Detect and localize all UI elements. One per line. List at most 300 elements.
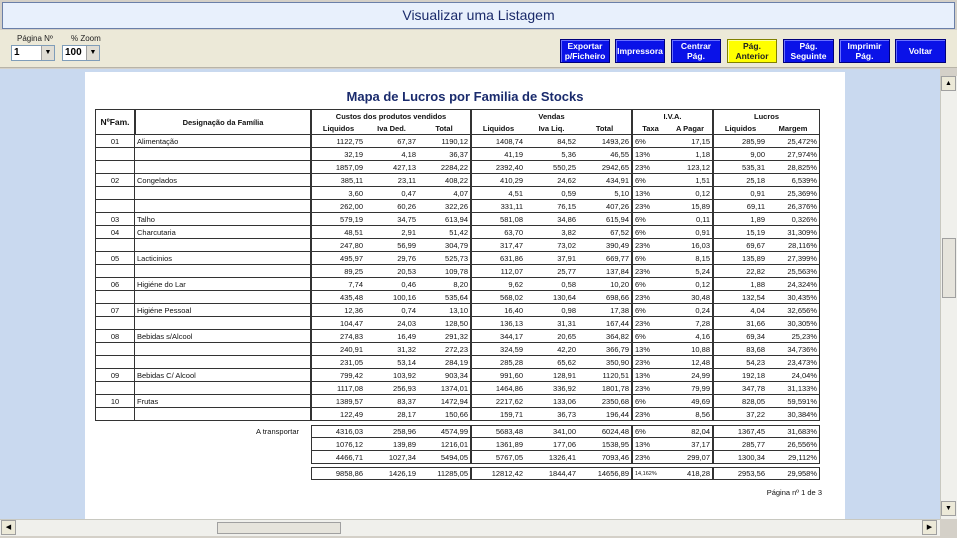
transport-value-cell: 31,683% (767, 425, 820, 438)
table-row (95, 252, 820, 265)
value-cell: 615,94 (578, 213, 632, 226)
value-cell: 76,15 (525, 200, 578, 213)
transport-value-cell: 258,96 (365, 425, 418, 438)
value-cell: 6% (632, 330, 668, 343)
value-cell: 22,82 (713, 265, 767, 278)
value-cell: 231,05 (311, 356, 365, 369)
fam-number-cell: 03 (95, 213, 135, 226)
vertical-scrollbar[interactable] (940, 76, 957, 519)
value-cell: 8,20 (418, 278, 471, 291)
value-cell: 16,03 (668, 239, 713, 252)
table-row (95, 135, 820, 148)
value-cell: 6% (632, 135, 668, 148)
table-row (95, 187, 820, 200)
value-cell: 23% (632, 356, 668, 369)
value-cell: 535,31 (713, 161, 767, 174)
value-cell: 1,89 (713, 213, 767, 226)
table-row (95, 395, 820, 408)
total-value-cell: 9858,86 (311, 467, 365, 480)
value-cell: 2942,65 (578, 161, 632, 174)
table-row (95, 213, 820, 226)
value-cell: 122,49 (311, 408, 365, 421)
value-cell: 0,47 (365, 187, 418, 200)
transport-value-cell: 37,17 (668, 438, 713, 451)
value-cell: 13% (632, 148, 668, 161)
value-cell: 8,56 (668, 408, 713, 421)
value-cell: 4,16 (668, 330, 713, 343)
value-cell: 37,22 (713, 408, 767, 421)
export-file-button[interactable] (560, 39, 610, 63)
value-cell: 150,66 (418, 408, 471, 421)
value-cell: 29,76 (365, 252, 418, 265)
value-cell: 6% (632, 174, 668, 187)
family-name-cell (135, 343, 311, 356)
value-cell: 336,92 (525, 382, 578, 395)
transport-value-cell: 1361,89 (471, 438, 525, 451)
value-cell: 13% (632, 187, 668, 200)
value-cell: 25,77 (525, 265, 578, 278)
value-cell: 1190,12 (418, 135, 471, 148)
transport-row (95, 451, 820, 464)
col-iva-header: I.V.A. (632, 109, 713, 122)
col-custos-header: Custos dos produtos vendidos (311, 109, 471, 122)
value-cell: 13,10 (418, 304, 471, 317)
table-row (95, 161, 820, 174)
value-cell: 6% (632, 252, 668, 265)
value-cell: 0,91 (668, 226, 713, 239)
table-row (95, 304, 820, 317)
value-cell: 12,48 (668, 356, 713, 369)
value-cell: 30,384% (767, 408, 820, 421)
value-cell: 1389,57 (311, 395, 365, 408)
family-name-cell (135, 148, 311, 161)
horizontal-scroll-thumb[interactable] (217, 522, 341, 534)
scroll-up-icon[interactable]: ▲ (941, 76, 956, 91)
value-cell: 31,66 (713, 317, 767, 330)
value-cell: 390,49 (578, 239, 632, 252)
table-row (95, 356, 820, 369)
value-cell: 20,53 (365, 265, 418, 278)
value-cell: 15,89 (668, 200, 713, 213)
value-cell: 550,25 (525, 161, 578, 174)
fam-number-cell: 02 (95, 174, 135, 187)
value-cell: 133,06 (525, 395, 578, 408)
total-value-cell: 1844,47 (525, 467, 578, 480)
value-cell: 435,48 (311, 291, 365, 304)
value-cell: 25,563% (767, 265, 820, 278)
value-cell: 4,07 (418, 187, 471, 200)
value-cell: 17,38 (578, 304, 632, 317)
value-cell: 123,12 (668, 161, 713, 174)
value-cell: 6,539% (767, 174, 820, 187)
value-cell: 24,03 (365, 317, 418, 330)
value-cell: 6% (632, 395, 668, 408)
total-value-cell: 14656,89 (578, 467, 632, 480)
value-cell: 23,11 (365, 174, 418, 187)
col-desig-header: Designação da Família (135, 109, 311, 135)
value-cell: 67,52 (578, 226, 632, 239)
value-cell: 0,12 (668, 278, 713, 291)
family-name-cell: Higiéne Pessoal (135, 304, 311, 317)
table-row (95, 369, 820, 382)
table-row (95, 278, 820, 291)
center-page-label: Centrar Pág. (680, 41, 712, 61)
previous-page-button[interactable] (727, 39, 777, 63)
family-name-cell (135, 382, 311, 395)
table-row (95, 200, 820, 213)
fam-number-cell (95, 343, 135, 356)
value-cell: 3,82 (525, 226, 578, 239)
transport-value-cell: 177,06 (525, 438, 578, 451)
export-file-label: Exportar p/Ficheiro (564, 41, 606, 61)
transport-value-cell: 1367,45 (713, 425, 767, 438)
printer-button[interactable] (615, 39, 665, 63)
table-row (95, 265, 820, 278)
page-number-select[interactable] (11, 45, 55, 61)
value-cell: 2392,40 (471, 161, 525, 174)
transport-value-cell: 7093,46 (578, 451, 632, 464)
value-cell: 196,44 (578, 408, 632, 421)
fam-number-cell (95, 187, 135, 200)
value-cell: 27,974% (767, 148, 820, 161)
fam-number-cell (95, 200, 135, 213)
scroll-down-icon[interactable]: ▼ (941, 501, 956, 516)
value-cell: 16,40 (471, 304, 525, 317)
value-cell: 159,71 (471, 408, 525, 421)
fam-number-cell (95, 382, 135, 395)
value-cell: 347,78 (713, 382, 767, 395)
transport-value-cell: 5767,05 (471, 451, 525, 464)
value-cell: 30,435% (767, 291, 820, 304)
value-cell: 1120,51 (578, 369, 632, 382)
sub-iva-ded: Iva Ded. (365, 122, 418, 135)
value-cell: 410,29 (471, 174, 525, 187)
sub-liquidas: Liquidos (471, 122, 525, 135)
report-body (95, 135, 820, 480)
transport-value-cell: 82,04 (668, 425, 713, 438)
family-name-cell: Congelados (135, 174, 311, 187)
value-cell: 73,02 (525, 239, 578, 252)
value-cell: 24,324% (767, 278, 820, 291)
value-cell: 0,12 (668, 187, 713, 200)
family-name-cell (135, 291, 311, 304)
value-cell: 631,86 (471, 252, 525, 265)
total-value-cell: 2953,56 (713, 467, 767, 480)
value-cell: 799,42 (311, 369, 365, 382)
window-title: Visualizar uma Listagem (2, 2, 955, 29)
value-cell: 12,36 (311, 304, 365, 317)
value-cell: 6% (632, 304, 668, 317)
table-row (95, 291, 820, 304)
value-cell: 0,91 (713, 187, 767, 200)
value-cell: 427,13 (365, 161, 418, 174)
transport-value-cell: 1216,01 (418, 438, 471, 451)
value-cell: 344,17 (471, 330, 525, 343)
value-cell: 24,99 (668, 369, 713, 382)
family-name-cell (135, 239, 311, 252)
value-cell: 2,91 (365, 226, 418, 239)
value-cell: 109,78 (418, 265, 471, 278)
page-number-value: 1 (14, 47, 20, 58)
value-cell: 579,19 (311, 213, 365, 226)
value-cell: 100,16 (365, 291, 418, 304)
value-cell: 3,60 (311, 187, 365, 200)
transport-value-cell: 5683,48 (471, 425, 525, 438)
col-lucros-header: Lucros (713, 109, 820, 122)
zoom-select[interactable] (62, 45, 100, 61)
value-cell: 130,64 (525, 291, 578, 304)
value-cell: 34,86 (525, 213, 578, 226)
family-name-cell (135, 317, 311, 330)
value-cell: 495,97 (311, 252, 365, 265)
value-cell: 698,66 (578, 291, 632, 304)
value-cell: 669,77 (578, 252, 632, 265)
value-cell: 31,309% (767, 226, 820, 239)
value-cell: 285,28 (471, 356, 525, 369)
family-name-cell: Lacticinios (135, 252, 311, 265)
value-cell: 59,591% (767, 395, 820, 408)
sub-total: Total (418, 122, 471, 135)
value-cell: 10,88 (668, 343, 713, 356)
value-cell: 53,14 (365, 356, 418, 369)
center-page-button[interactable] (671, 39, 721, 63)
value-cell: 0,59 (525, 187, 578, 200)
value-cell: 991,60 (471, 369, 525, 382)
scroll-right-icon[interactable]: ▶ (922, 520, 937, 535)
transport-value-cell: 1300,34 (713, 451, 767, 464)
col-fam-header: NºFam. (95, 109, 135, 135)
printer-label: Impressora (617, 46, 663, 56)
value-cell: 903,34 (418, 369, 471, 382)
value-cell: 28,116% (767, 239, 820, 252)
value-cell: 1408,74 (471, 135, 525, 148)
fam-number-cell (95, 291, 135, 304)
transport-value-cell: 26,556% (767, 438, 820, 451)
fam-number-cell: 04 (95, 226, 135, 239)
value-cell: 8,15 (668, 252, 713, 265)
report-viewport (0, 69, 940, 519)
report-page (85, 72, 845, 519)
value-cell: 613,94 (418, 213, 471, 226)
value-cell: 1,51 (668, 174, 713, 187)
total-value-cell: 11285,05 (418, 467, 471, 480)
value-cell: 322,26 (418, 200, 471, 213)
transport-row (95, 438, 820, 451)
value-cell: 23% (632, 239, 668, 252)
value-cell: 1464,86 (471, 382, 525, 395)
totals-row (95, 467, 820, 480)
value-cell: 25,472% (767, 135, 820, 148)
sub-margem: Margem (767, 122, 820, 135)
family-name-cell (135, 187, 311, 200)
chevron-down-icon[interactable]: ▼ (41, 46, 54, 60)
fam-number-cell (95, 265, 135, 278)
fam-number-cell: 05 (95, 252, 135, 265)
value-cell: 304,79 (418, 239, 471, 252)
value-cell: 331,11 (471, 200, 525, 213)
value-cell: 0,98 (525, 304, 578, 317)
value-cell: 32,19 (311, 148, 365, 161)
value-cell: 167,44 (578, 317, 632, 330)
value-cell: 25,369% (767, 187, 820, 200)
value-cell: 581,08 (471, 213, 525, 226)
value-cell: 36,73 (525, 408, 578, 421)
value-cell: 13% (632, 369, 668, 382)
value-cell: 51,42 (418, 226, 471, 239)
family-name-cell (135, 265, 311, 278)
value-cell: 23% (632, 161, 668, 174)
value-cell: 0,74 (365, 304, 418, 317)
page-number-label: Página Nº (17, 34, 53, 43)
value-cell: 5,36 (525, 148, 578, 161)
value-cell: 16,49 (365, 330, 418, 343)
transport-value-cell: 299,07 (668, 451, 713, 464)
value-cell: 23% (632, 382, 668, 395)
transport-value-cell: 1076,12 (311, 438, 365, 451)
value-cell: 192,18 (713, 369, 767, 382)
value-cell: 0,326% (767, 213, 820, 226)
value-cell: 84,52 (525, 135, 578, 148)
fam-number-cell (95, 239, 135, 252)
value-cell: 20,65 (525, 330, 578, 343)
family-name-cell (135, 200, 311, 213)
table-row (95, 239, 820, 252)
value-cell: 6% (632, 278, 668, 291)
transport-value-cell: 13% (632, 438, 668, 451)
value-cell: 247,80 (311, 239, 365, 252)
value-cell: 60,26 (365, 200, 418, 213)
value-cell: 272,23 (418, 343, 471, 356)
value-cell: 6% (632, 226, 668, 239)
value-cell: 9,62 (471, 278, 525, 291)
transport-value-cell: 4466,71 (311, 451, 365, 464)
value-cell: 137,84 (578, 265, 632, 278)
value-cell: 285,99 (713, 135, 767, 148)
transport-value-cell: 285,77 (713, 438, 767, 451)
value-cell: 128,50 (418, 317, 471, 330)
value-cell: 31,133% (767, 382, 820, 395)
family-name-cell: Bebidas C/ Alcool (135, 369, 311, 382)
value-cell: 324,59 (471, 343, 525, 356)
fam-number-cell: 10 (95, 395, 135, 408)
value-cell: 535,64 (418, 291, 471, 304)
fam-number-cell (95, 148, 135, 161)
report-title: Mapa de Lucros por Familia de Stocks (346, 89, 584, 104)
value-cell: 31,31 (525, 317, 578, 330)
transport-value-cell: 1027,34 (365, 451, 418, 464)
value-cell: 1857,09 (311, 161, 365, 174)
next-page-button[interactable] (783, 39, 834, 63)
value-cell: 31,32 (365, 343, 418, 356)
value-cell: 135,89 (713, 252, 767, 265)
table-row (95, 148, 820, 161)
value-cell: 48,51 (311, 226, 365, 239)
value-cell: 69,67 (713, 239, 767, 252)
table-row (95, 343, 820, 356)
transport-value-cell: 1538,95 (578, 438, 632, 451)
value-cell: 2217,62 (471, 395, 525, 408)
family-name-cell: Alimentação (135, 135, 311, 148)
fam-number-cell: 06 (95, 278, 135, 291)
family-name-cell: Charcutaria (135, 226, 311, 239)
value-cell: 0,46 (365, 278, 418, 291)
sub-total: Total (578, 122, 632, 135)
transport-value-cell: 139,89 (365, 438, 418, 451)
value-cell: 67,37 (365, 135, 418, 148)
value-cell: 23% (632, 200, 668, 213)
total-value-cell: 418,28 (668, 467, 713, 480)
value-cell: 132,54 (713, 291, 767, 304)
value-cell: 262,00 (311, 200, 365, 213)
family-name-cell: Bebidas s/Alcool (135, 330, 311, 343)
back-button[interactable] (895, 39, 946, 63)
value-cell: 136,13 (471, 317, 525, 330)
table-row (95, 382, 820, 395)
value-cell: 65,62 (525, 356, 578, 369)
table-row (95, 317, 820, 330)
chevron-down-icon[interactable]: ▼ (86, 46, 99, 60)
family-name-cell: Frutas (135, 395, 311, 408)
vertical-scroll-thumb[interactable] (942, 238, 956, 298)
fam-number-cell (95, 161, 135, 174)
value-cell: 23% (632, 317, 668, 330)
value-cell: 1374,01 (418, 382, 471, 395)
family-name-cell (135, 356, 311, 369)
value-cell: 63,70 (471, 226, 525, 239)
value-cell: 274,83 (311, 330, 365, 343)
zoom-label: % Zoom (71, 34, 101, 43)
value-cell: 240,91 (311, 343, 365, 356)
table-row (95, 408, 820, 421)
value-cell: 79,99 (668, 382, 713, 395)
sub-liquidos: Liquidos (713, 122, 767, 135)
value-cell: 4,51 (471, 187, 525, 200)
value-cell: 41,19 (471, 148, 525, 161)
horizontal-scrollbar[interactable] (0, 519, 940, 536)
value-cell: 24,62 (525, 174, 578, 187)
value-cell: 24,04% (767, 369, 820, 382)
transport-label: A transportar (256, 427, 299, 436)
value-cell: 1,88 (713, 278, 767, 291)
value-cell: 1493,26 (578, 135, 632, 148)
fam-number-cell (95, 356, 135, 369)
value-cell: 1472,94 (418, 395, 471, 408)
value-cell: 28,825% (767, 161, 820, 174)
value-cell: 4,04 (713, 304, 767, 317)
print-page-button[interactable] (839, 39, 890, 63)
value-cell: 42,20 (525, 343, 578, 356)
value-cell: 284,19 (418, 356, 471, 369)
value-cell: 350,90 (578, 356, 632, 369)
value-cell: 30,305% (767, 317, 820, 330)
scroll-left-icon[interactable]: ◀ (1, 520, 16, 535)
fam-number-cell: 09 (95, 369, 135, 382)
value-cell: 434,91 (578, 174, 632, 187)
transport-value-cell: 1326,41 (525, 451, 578, 464)
transport-value-cell: 341,00 (525, 425, 578, 438)
value-cell: 1122,75 (311, 135, 365, 148)
next-page-label: Pág. Seguinte (790, 41, 827, 61)
value-cell: 25,18 (713, 174, 767, 187)
value-cell: 46,55 (578, 148, 632, 161)
value-cell: 1801,78 (578, 382, 632, 395)
value-cell: 26,376% (767, 200, 820, 213)
value-cell: 30,48 (668, 291, 713, 304)
value-cell: 23% (632, 291, 668, 304)
value-cell: 5,10 (578, 187, 632, 200)
total-value-cell: 12812,42 (471, 467, 525, 480)
value-cell: 7,28 (668, 317, 713, 330)
